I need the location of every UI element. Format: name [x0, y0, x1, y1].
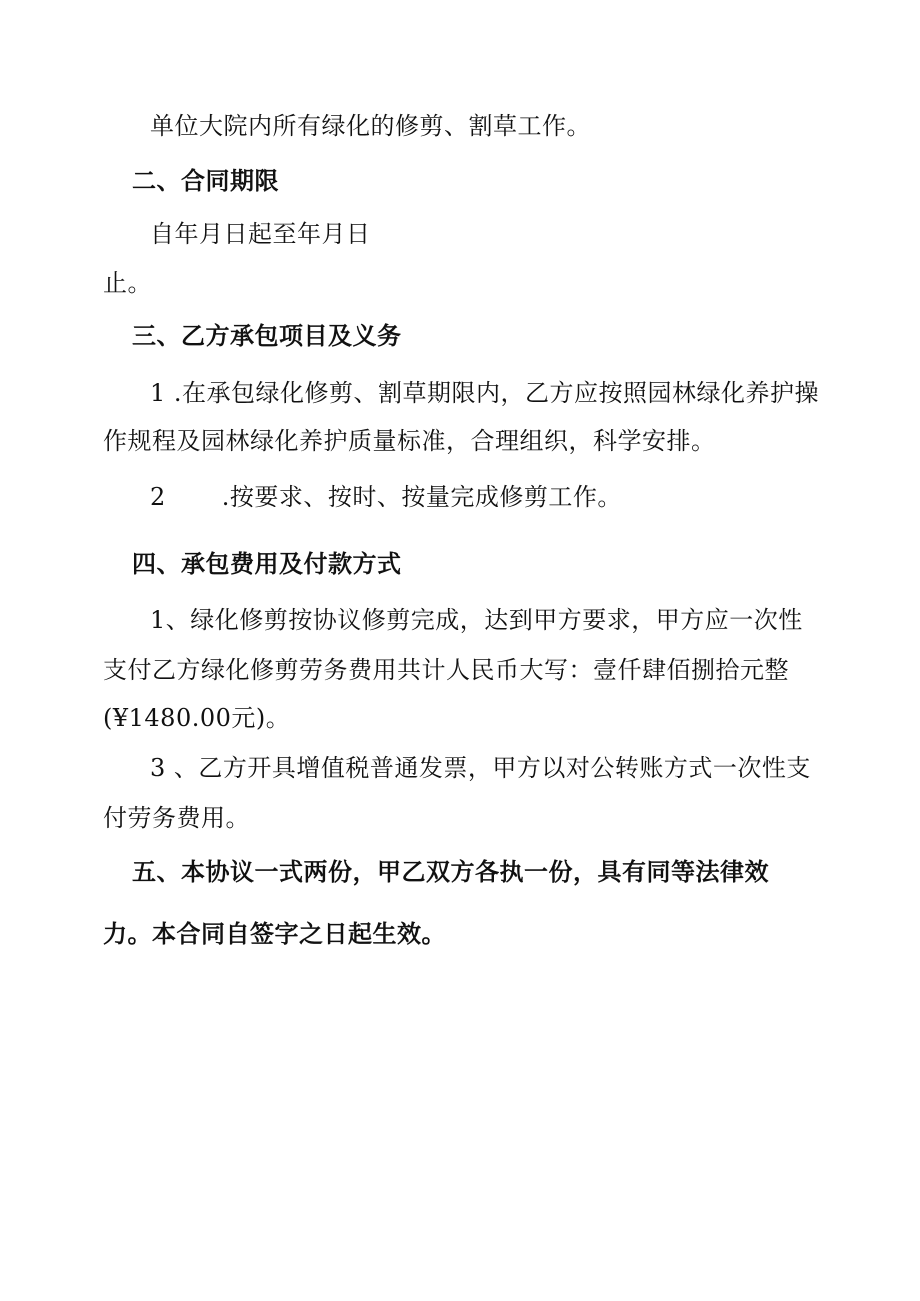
section-heading-copies: 五、本协议一式两份，甲乙双方各执一份，具有同等法律效 [132, 858, 769, 886]
section-heading-term: 二、合同期限 [132, 167, 279, 195]
duty-item-1-line-2: 作规程及园林绿化养护质量标准，合理组织，科学安排。 [103, 427, 716, 455]
payment-item-1-line-3: (¥1480.00元)。 [103, 704, 291, 732]
term-line: 自年月日起至年月日 [150, 220, 371, 248]
copies-line-2: 力。本合同自签字之日起生效。 [103, 920, 446, 948]
duty-item-1-line-1: 1 .在承包绿化修剪、割草期限内，乙方应按照园林绿化养护操 [150, 379, 820, 407]
section-heading-duties: 三、乙方承包项目及义务 [132, 322, 402, 350]
payment-item-1-line-1: 1、绿化修剪按协议修剪完成，达到甲方要求，甲方应一次性 [150, 606, 803, 634]
payment-item-3-line-1: 3 、乙方开具增值税普通发票，甲方以对公转账方式一次性支 [150, 754, 811, 782]
payment-item-1-line-2: 支付乙方绿化修剪劳务费用共计人民币大写：壹仟肆佰捌拾元整 [103, 656, 789, 684]
scope-line: 单位大院内所有绿化的修剪、割草工作。 [150, 112, 591, 140]
payment-item-3-line-2: 付劳务费用。 [103, 804, 250, 832]
duty-item-2-text: .按要求、按时、按量完成修剪工作。 [221, 483, 622, 511]
duty-item-2 [150, 481, 622, 513]
duty-item-2-number: 2 [150, 483, 166, 511]
section-heading-payment: 四、承包费用及付款方式 [132, 550, 402, 578]
term-line-end: 止。 [103, 269, 152, 297]
